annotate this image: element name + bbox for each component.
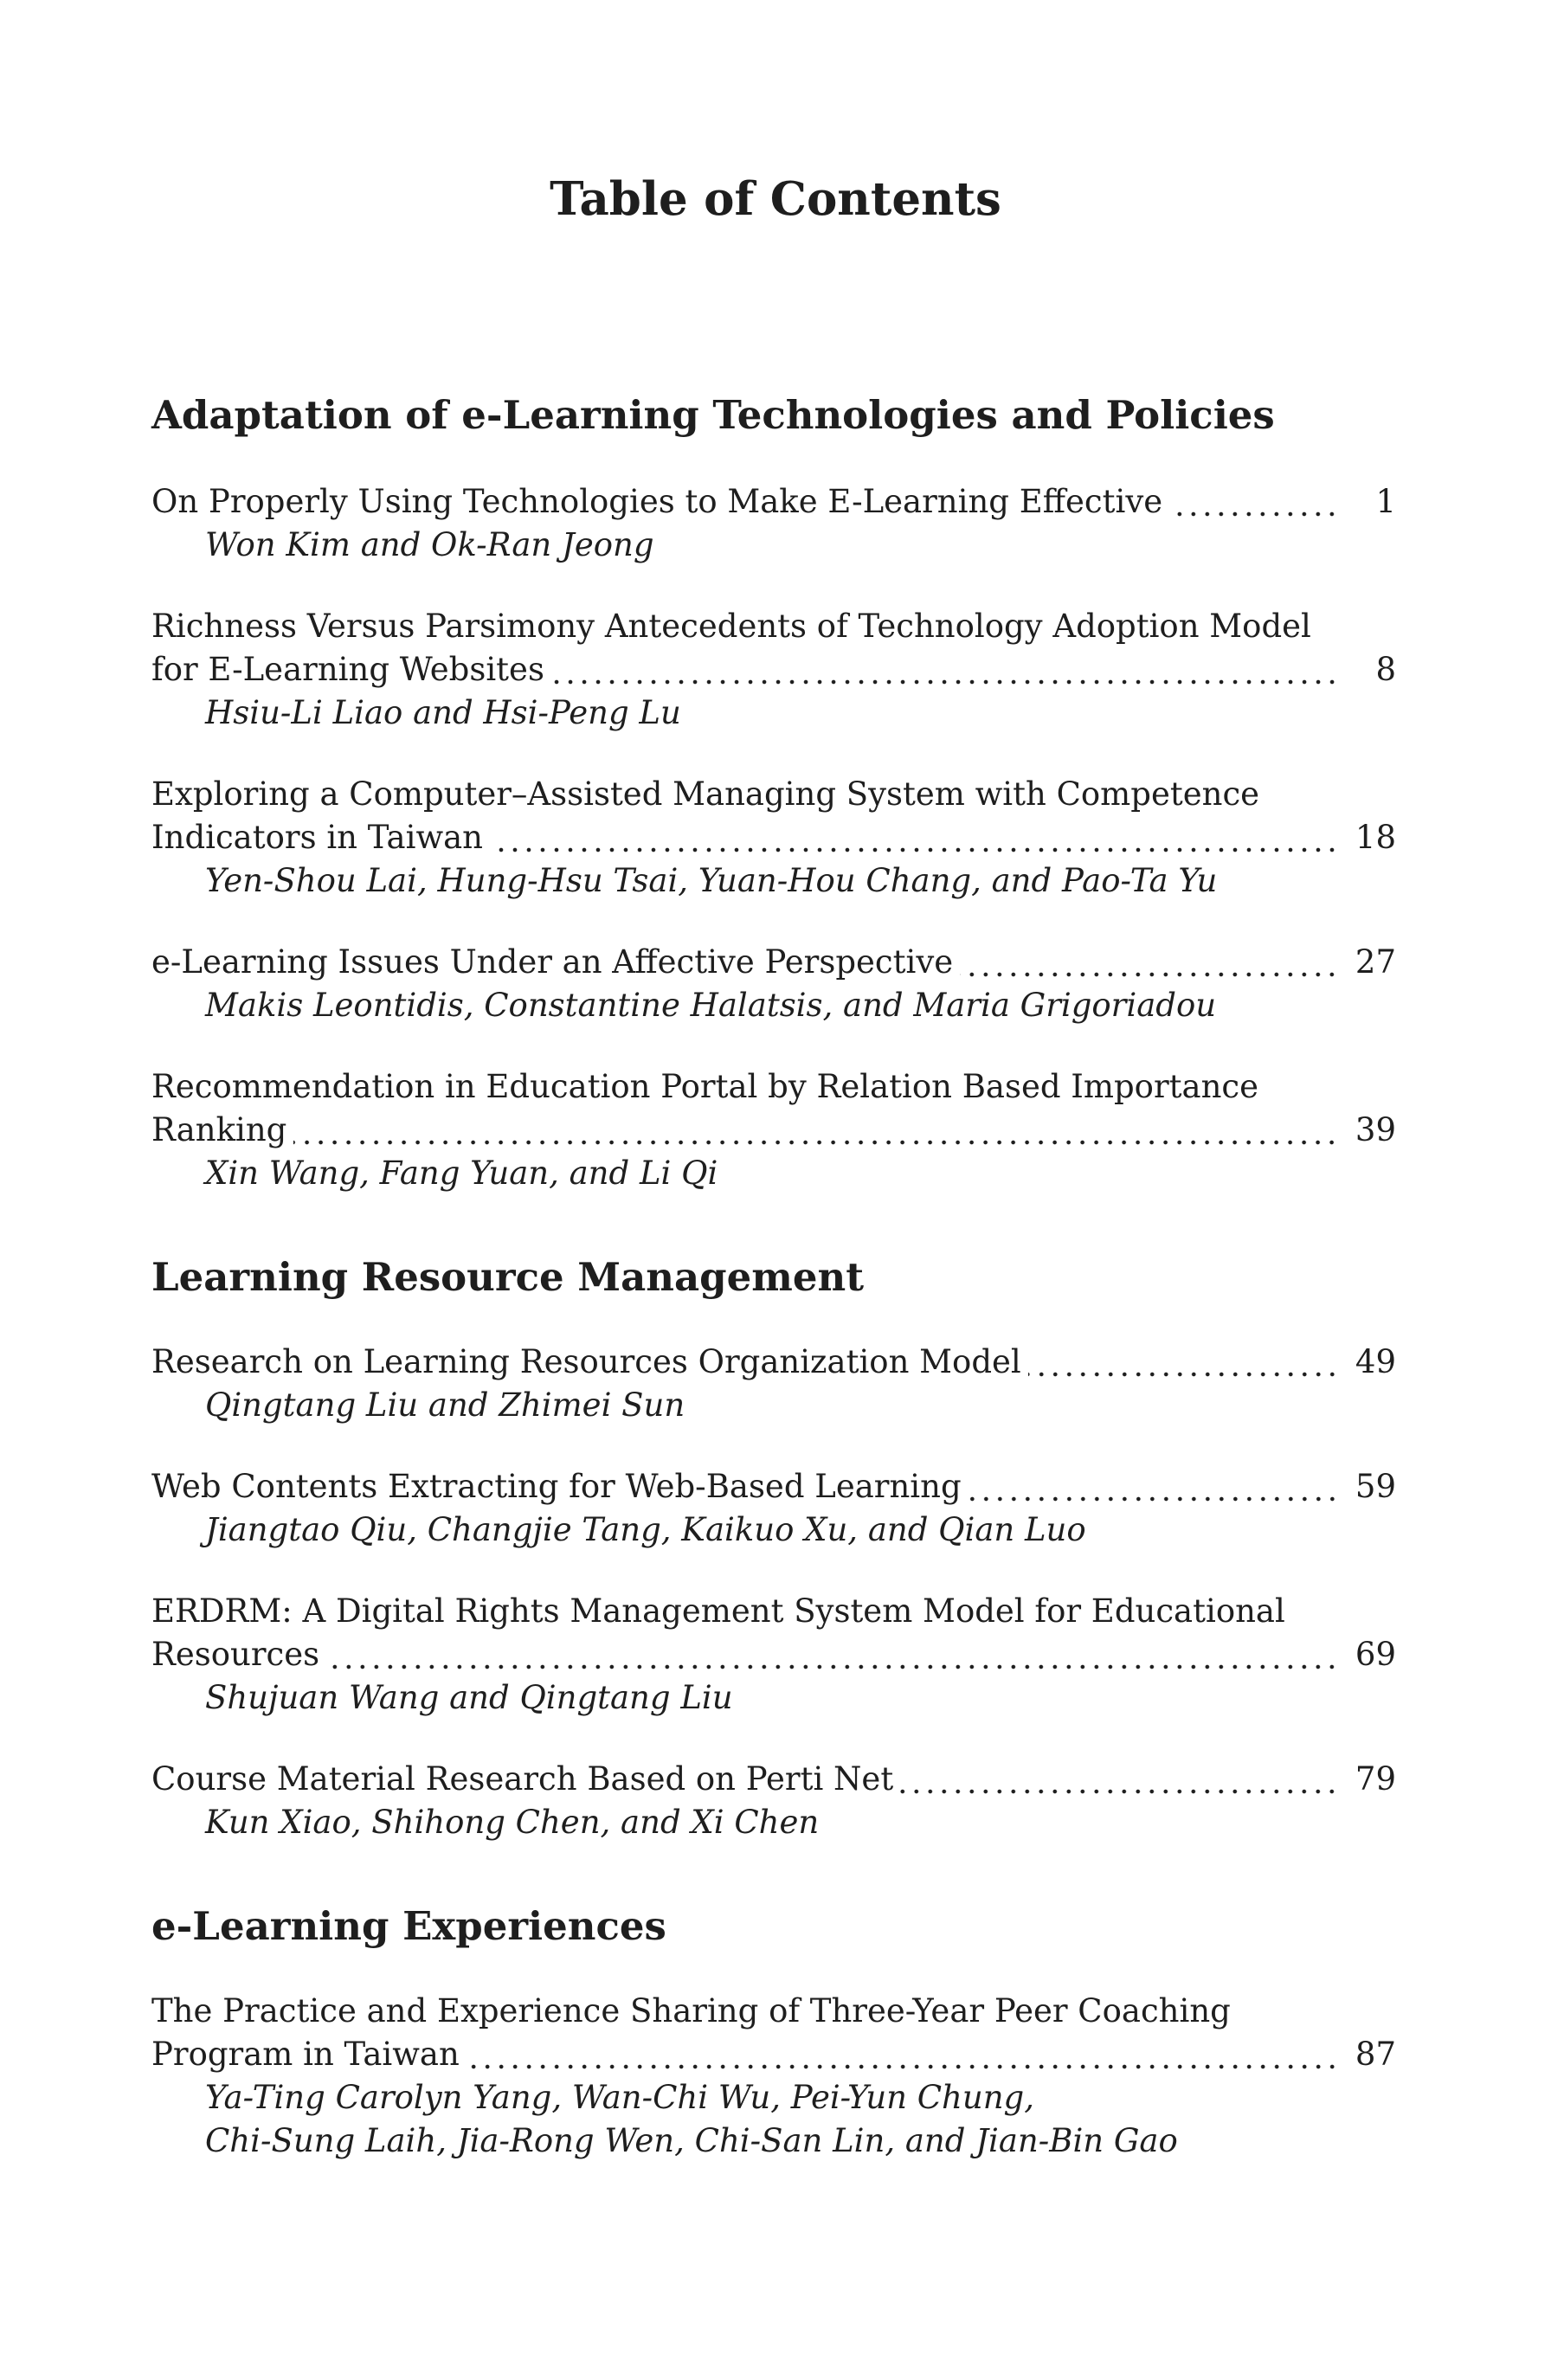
entry-authors: Hsiu-Li Liao and Hsi-Peng Lu	[205, 694, 681, 731]
page-number: 39	[1355, 1111, 1396, 1148]
entry-title: Recommendation in Education Portal by Relation Based Importance	[151, 1068, 1259, 1105]
dot-leader	[490, 817, 1339, 859]
entry-title: e-Learning Issues Under an Affective Perspective	[151, 942, 953, 983]
entry-title: Richness Versus Parsimony Antecedents of Technology Adoption Model	[151, 608, 1311, 645]
entry-title: Research on Learning Resources Organization Model	[151, 1341, 1021, 1383]
entry-title-continued: Resources	[151, 1634, 319, 1676]
dot-leader	[900, 1759, 1339, 1800]
page-number: 87	[1355, 2036, 1396, 2073]
entry-title: Course Material Research Based on Perti Net	[151, 1759, 893, 1800]
page-number: 27	[1355, 943, 1396, 981]
page-number: 18	[1355, 819, 1396, 856]
entry-authors: Xin Wang, Fang Yuan, and Li Qi	[205, 1155, 718, 1192]
entry-authors: Qingtang Liu and Zhimei Sun	[205, 1386, 685, 1424]
entry-title-continued: Program in Taiwan	[151, 2034, 460, 2075]
entry-authors: Won Kim and Ok-Ran Jeong	[205, 526, 654, 563]
entry-title: Web Contents Extracting for Web-Based Learning	[151, 1466, 962, 1508]
dot-leader	[467, 2034, 1339, 2075]
dot-leader	[960, 942, 1339, 983]
page-number: 69	[1355, 1636, 1396, 1673]
page-number: 59	[1355, 1468, 1396, 1505]
entry-title: ERDRM: A Digital Rights Management System Model for Educational	[151, 1592, 1285, 1630]
entry-title-continued: for E-Learning Websites	[151, 649, 544, 691]
entry-authors: Kun Xiao, Shihong Chen, and Xi Chen	[205, 1804, 820, 1841]
entry-authors: Makis Leontidis, Constantine Halatsis, and Maria Grigoriadou	[205, 987, 1217, 1024]
entry-title: The Practice and Experience Sharing of Three-Year Peer Coaching	[151, 1992, 1231, 2029]
dot-leader	[1169, 481, 1339, 523]
dot-leader	[551, 649, 1339, 691]
page-title: Table of Contents	[550, 172, 1001, 226]
section-title: e-Learning Experiences	[151, 1903, 666, 1949]
dot-leader	[293, 1110, 1339, 1151]
section-title: Learning Resource Management	[151, 1254, 864, 1300]
dot-leader	[326, 1634, 1339, 1676]
page-number: 49	[1355, 1343, 1396, 1380]
entry-authors: Ya-Ting Carolyn Yang, Wan-Chi Wu, Pei-Yun Chung,	[205, 2079, 1034, 2116]
entry-title: Exploring a Computer–Assisted Managing System with Competence	[151, 775, 1260, 813]
entry-title-continued: Indicators in Taiwan	[151, 817, 483, 859]
page-number: 8	[1375, 651, 1396, 688]
dot-leader	[1028, 1341, 1339, 1383]
dot-leader	[969, 1466, 1339, 1508]
entry-title-continued: Ranking	[151, 1110, 286, 1151]
entry-authors: Shujuan Wang and Qingtang Liu	[205, 1679, 733, 1716]
page-number: 79	[1355, 1760, 1396, 1798]
entry-authors: Yen-Shou Lai, Hung-Hsu Tsai, Yuan-Hou Chang, and Pao-Ta Yu	[205, 862, 1218, 899]
entry-title: On Properly Using Technologies to Make E-Learning Effective	[151, 481, 1162, 523]
entry-authors-continued: Chi-Sung Laih, Jia-Rong Wen, Chi-San Lin, and Jian-Bin Gao	[205, 2122, 1178, 2159]
section-title: Adaptation of e-Learning Technologies and Policies	[151, 392, 1275, 438]
page-number: 1	[1375, 483, 1396, 520]
entry-authors: Jiangtao Qiu, Changjie Tang, Kaikuo Xu, and Qian Luo	[205, 1511, 1086, 1548]
